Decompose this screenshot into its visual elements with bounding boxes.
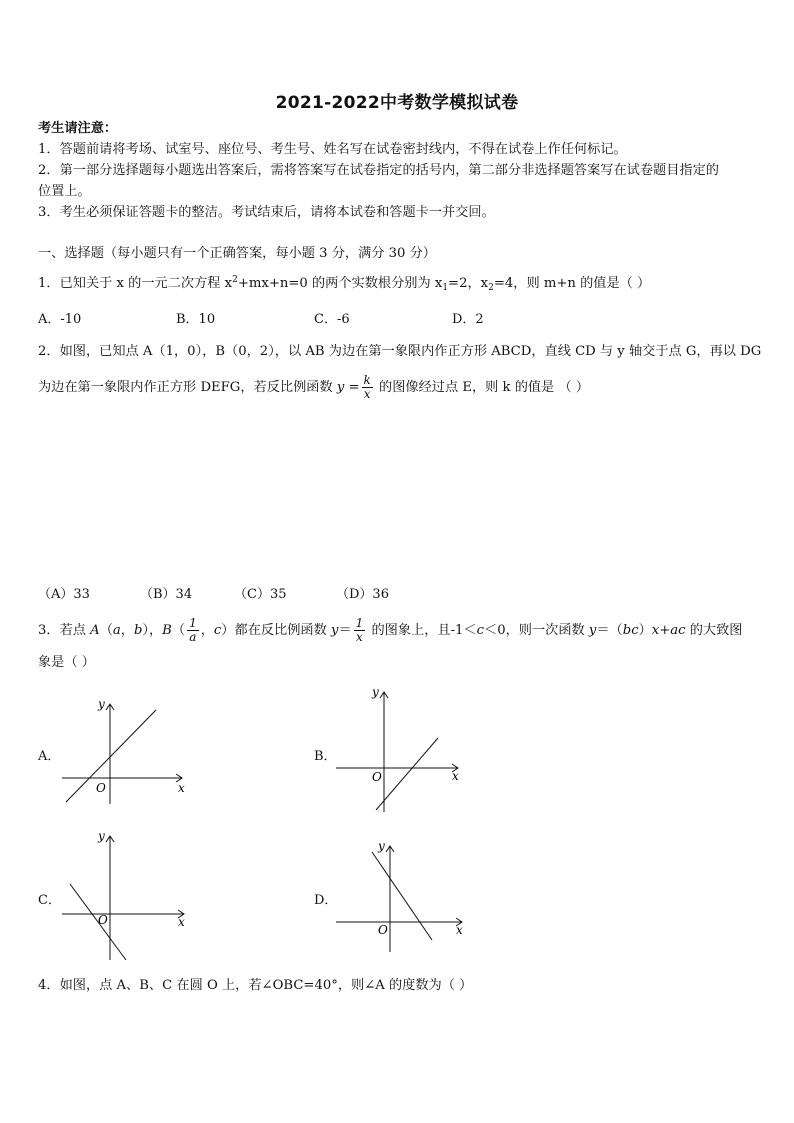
section1-heading: 一、选择题（每小题只有一个正确答案，每小题 3 分，满分 30 分） [38, 246, 436, 261]
notice-item-1: 1．答题前请将考场、试室号、座位号、考生号、姓名写在试卷密封线内，不得在试卷上作任何标记。 [38, 142, 627, 157]
q3-fraction-2: $\frac{1}{x}$ [355, 616, 364, 644]
q3-option-a-graph [58, 692, 198, 808]
q3-option-c-label: C． [38, 893, 61, 908]
q3-stem-line2: 象是（ ） [38, 655, 95, 670]
axis-x-label: x [178, 781, 185, 795]
notice-item-3: 3．考生必须保证答题卡的整洁。考试结束后，请将本试卷和答题卡一并交回。 [38, 205, 495, 220]
q3-fraction-1: $\frac{1}{a}$ [189, 616, 197, 644]
axis-y-label: y [98, 829, 105, 843]
q2-option-a: （A）33 [38, 587, 90, 602]
q2-fraction: $\frac{k}{x}$ [363, 373, 371, 401]
q1-option-b: B．10 [176, 312, 216, 327]
q2-option-c: （C）35 [234, 587, 287, 602]
axis-x-label: x [452, 769, 459, 783]
q1-option-a: A．-10 [38, 312, 82, 327]
q3-option-a-label: A． [38, 749, 61, 764]
q2-stem-line2: 为边在第一象限内作正方形 DEFG，若反比例函数 y = $\frac{k}{x}$ 的图像经过点 E，则 k 的值是 （ ） [38, 373, 590, 401]
axis-y-label: y [372, 685, 379, 699]
axis-y-label: y [378, 839, 385, 853]
notice-item-2: 2．第一部分选择题每小题选出答案后，需将答案写在试卷指定的括号内，第二部分非选择题答案写在试卷题目指定的 [38, 163, 719, 178]
q4-stem: 4．如图，点 A、B、C 在圆 O 上，若∠OBC=40°，则∠A 的度数为（ ） [38, 978, 473, 993]
q2-option-b: （B）34 [140, 587, 193, 602]
q1-option-c: C．-6 [314, 312, 350, 327]
q2-option-d: （D）36 [336, 587, 389, 602]
q3-option-b-label: B． [314, 749, 337, 764]
axis-x-label: x [456, 923, 463, 937]
notice-heading: 考生请注意： [38, 121, 118, 136]
axis-y-label: y [98, 697, 105, 711]
q3-option-d-label: D． [314, 893, 338, 908]
q3-option-d-graph [332, 836, 472, 956]
origin-label: O [98, 913, 108, 927]
page-title: 2021-2022中考数学模拟试卷 [275, 93, 519, 113]
q2-stem-line1: 2．如图，已知点 A（1，0），B（0，2），以 AB 为边在第一象限内作正方形 ABCD，直线 CD 与 y 轴交于点 G，再以 DG [38, 344, 762, 359]
axis-x-label: x [178, 915, 185, 929]
q3-option-b-graph [332, 680, 472, 816]
q3-stem-line1: 3．若点 A（a，b），B（ $\frac{1}{a}$ ，c）都在反比例函数 y＝ $\frac{1}{x}$ 的图象上，且-1＜c＜0，则一次函数 y＝（bc）x+ac 的大致图 [38, 616, 743, 644]
notice-item-2-cont: 位置上。 [38, 184, 91, 199]
origin-label: O [96, 781, 106, 795]
q1-stem: 1．已知关于 x 的一元二次方程 $x^2+mx+n=0$ 的两个实数根分别为 $x_1=2$，$x_2=4$，则 m+n 的值是（ ） [38, 275, 651, 293]
q1-option-d: D．2 [452, 312, 484, 327]
q3-option-c-graph [58, 826, 198, 962]
origin-label: O [378, 923, 388, 937]
origin-label: O [372, 770, 382, 784]
